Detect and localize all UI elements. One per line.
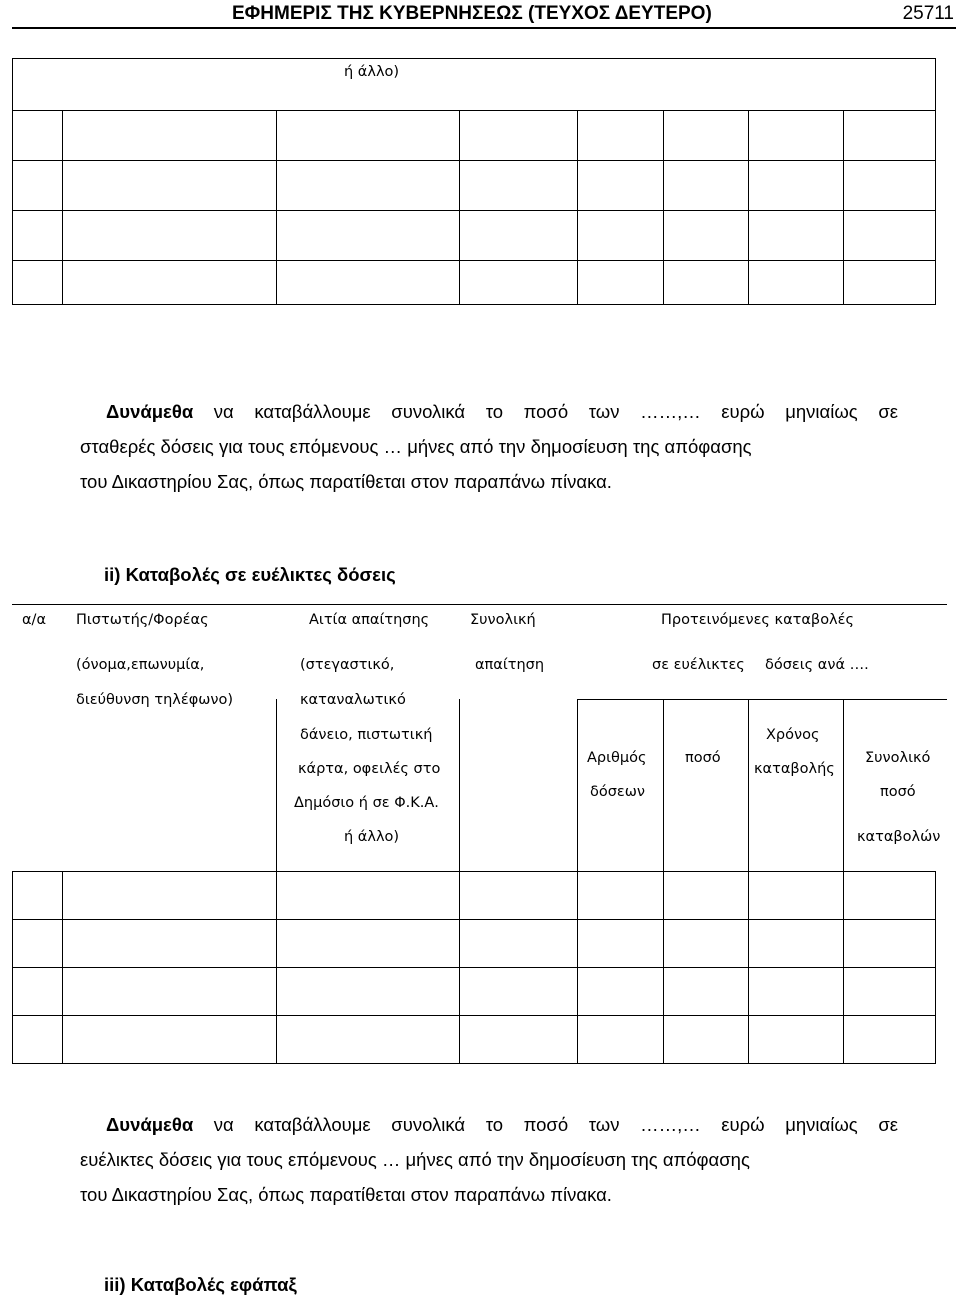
- table-col-line: [577, 699, 578, 1064]
- section-ii-title: ii) Καταβολές σε ευέλικτες δόσεις: [104, 564, 396, 585]
- subheader-amount: ποσό: [685, 750, 721, 766]
- page-header: [0, 0, 960, 28]
- table-row-line: [12, 1015, 935, 1016]
- top-table-col-line: [459, 110, 460, 305]
- header-proposed-detail: σε ευέλικτες: [652, 657, 745, 673]
- table-row-line: [12, 871, 935, 872]
- paragraph-lead: Δυνάμεθα: [106, 401, 194, 422]
- top-table-border: [12, 304, 935, 305]
- header-aa: α/α: [22, 612, 47, 628]
- table-border: [12, 1063, 935, 1064]
- paragraph-word: καταβάλλουμε: [254, 401, 371, 422]
- paragraph-word: σε: [878, 401, 898, 422]
- gazette-title: ΕΦΗΜΕΡΙΣ ΤΗΣ ΚΥΒΕΡΝΗΣΕΩΣ (ΤΕΥΧΟΣ ΔΕΥΤΕΡΟ): [232, 3, 712, 24]
- top-table-col-line: [62, 110, 63, 305]
- top-table-col-line: [663, 110, 664, 305]
- top-table-col-line: [276, 110, 277, 305]
- subheader-payment-time: Χρόνος: [766, 727, 820, 743]
- subheader-payment-time: καταβολής: [754, 761, 835, 777]
- header-cause-detail: κάρτα, οφειλές στο: [298, 761, 441, 777]
- subheader-line: [577, 699, 947, 700]
- header-proposed-detail: δόσεις ανά ….: [765, 657, 869, 673]
- header-cause: Αιτία απαίτησης: [309, 612, 430, 628]
- paragraph-word: ……,…: [640, 1114, 701, 1135]
- table-col-line: [276, 699, 277, 1064]
- paragraph-word: των: [588, 1114, 620, 1135]
- paragraph-word: να: [213, 401, 234, 422]
- table-col-line: [459, 699, 460, 1064]
- section-iii-title: iii) Καταβολές εφάπαξ: [104, 1274, 297, 1295]
- paragraph-word: το: [485, 401, 504, 422]
- top-table-row-line: [12, 210, 935, 211]
- table-row-line: [12, 967, 935, 968]
- header-creditor-detail: (όνομα,επωνυμία,: [76, 657, 205, 673]
- table-col-line: [843, 699, 844, 1064]
- table-col-line: [663, 699, 664, 1064]
- top-table-border: [12, 58, 935, 59]
- paragraph-line: [80, 394, 898, 429]
- paragraph-flexible-installments: [80, 1107, 898, 1212]
- header-creditor: Πιστωτής/Φορέας: [76, 612, 209, 628]
- paragraph-word: ευρώ: [721, 1114, 765, 1135]
- paragraph-word: ……,…: [640, 401, 701, 422]
- subheader-total-amount: ποσό: [880, 784, 916, 800]
- paragraph-word: συνολικά: [391, 401, 466, 422]
- table-border: [12, 604, 947, 605]
- header-total-claim-detail: απαίτηση: [475, 657, 545, 673]
- header-cause-detail: Δημόσιο ή σε Φ.Κ.Α.: [294, 795, 439, 811]
- paragraph-fixed-installments: [80, 394, 898, 499]
- table-col-line: [748, 699, 749, 1064]
- paragraph-word: σε: [878, 1114, 898, 1135]
- header-total-claim: Συνολική: [470, 612, 536, 628]
- paragraph-word: ποσό: [523, 401, 569, 422]
- header-cause-detail: δάνειο, πιστωτική: [300, 727, 433, 743]
- paragraph-line: του Δικαστηρίου Σας, όπως παρατίθεται στον παραπάνω πίνακα.: [80, 1184, 612, 1205]
- table-row-line: [12, 919, 935, 920]
- top-table-row-line: [12, 260, 935, 261]
- cause-continuation: ή άλλο): [344, 64, 400, 80]
- subheader-total-amount: Συνολικό: [865, 750, 931, 766]
- subheader-count: Αριθμός: [587, 750, 647, 766]
- paragraph-word: να: [213, 1114, 234, 1135]
- top-table-row-line: [12, 110, 935, 111]
- paragraph-line: [80, 1107, 898, 1142]
- top-table-row-line: [12, 160, 935, 161]
- paragraph-lead: Δυνάμεθα: [106, 1114, 194, 1135]
- header-rule: [12, 27, 956, 29]
- top-table-border: [12, 58, 13, 305]
- subheader-count: δόσεων: [590, 784, 646, 800]
- paragraph-word: μηνιαίως: [785, 401, 858, 422]
- table-col-line: [62, 871, 63, 1064]
- header-proposed-payments: Προτεινόμενες καταβολές: [661, 612, 854, 628]
- header-creditor-detail: διεύθυνση τηλέφωνο): [76, 692, 234, 708]
- paragraph-line: σταθερές δόσεις για τους επόμενους … μήνες από την δημοσίευση της απόφασης: [80, 436, 752, 457]
- top-table-col-line: [748, 110, 749, 305]
- table-border: [12, 871, 13, 1064]
- subheader-total-amount: καταβολών: [857, 829, 941, 845]
- header-cause-detail: ή άλλο): [344, 829, 400, 845]
- top-table-border: [935, 58, 936, 305]
- paragraph-word: συνολικά: [391, 1114, 466, 1135]
- header-cause-detail: καταναλωτικό: [300, 692, 406, 708]
- top-table-col-line: [843, 110, 844, 305]
- paragraph-word: των: [588, 401, 620, 422]
- paragraph-line: του Δικαστηρίου Σας, όπως παρατίθεται στον παραπάνω πίνακα.: [80, 471, 612, 492]
- top-table-col-line: [577, 110, 578, 305]
- paragraph-word: καταβάλλουμε: [254, 1114, 371, 1135]
- paragraph-line: ευέλικτες δόσεις για τους επόμενους … μήνες από την δημοσίευση της απόφασης: [80, 1149, 750, 1170]
- paragraph-word: το: [485, 1114, 504, 1135]
- header-cause-detail: (στεγαστικό,: [300, 657, 395, 673]
- paragraph-word: ευρώ: [721, 401, 765, 422]
- paragraph-word: μηνιαίως: [785, 1114, 858, 1135]
- paragraph-word: ποσό: [523, 1114, 569, 1135]
- page-number: 25711: [902, 3, 954, 24]
- table-border: [935, 871, 936, 1064]
